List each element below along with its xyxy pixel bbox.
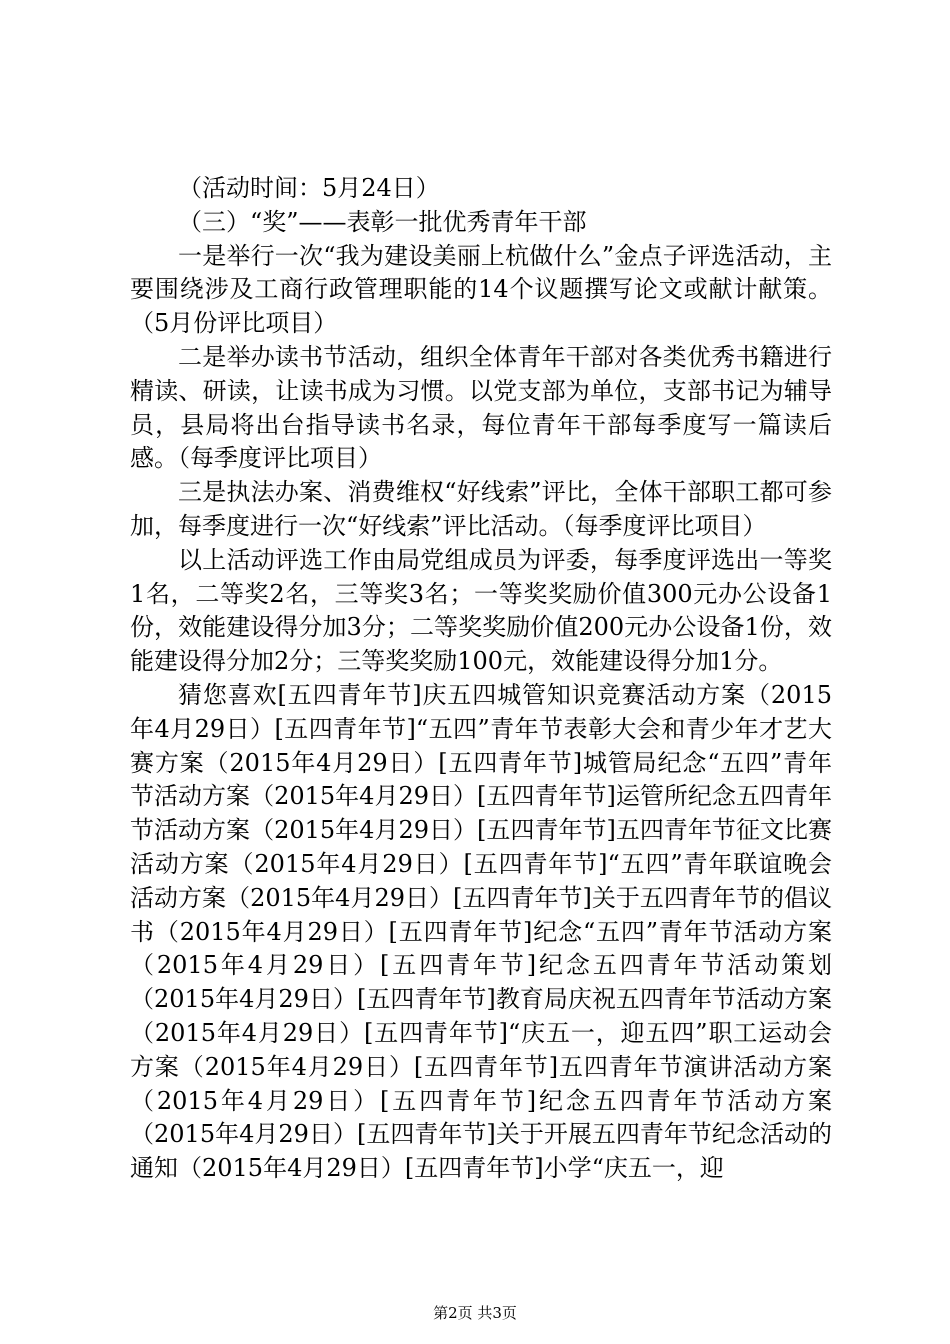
paragraph-activity-time: （活动时间：5月24日）: [178, 174, 440, 202]
paragraph-item-two: 二是举办读书节活动，组织全体青年干部对各类优秀书籍进行精读、研读，让读书成为习惯。以党支部为单位，支部书记为辅导员，县局将出台指导读书名录，每位青年干部每季度写一篇读后感。（每季度评比项目）: [130, 342, 832, 473]
paragraph-related-links: 猜您喜欢[五四青年节]庆五四城管知识竞赛活动方案（2015年4月29日）[五四青年节]“五四”青年节表彰大会和青少年才艺大赛方案（2015年4月29日）[五四青年节]城管局纪念“五四”青年节活动方案（2015年4月29日）[五四青年节]运管所纪念五四青年节活动方案（2015年4月29日）[五四青年节]五四青年节征文比赛活动方案（2015年4月29日）[五四青年节]“五四”青年联谊晚会活动方案（2015年4月29日）[五四青年节]关于五四青年节的倡议书（2015年4月29日）[五四青年节]纪念“五四”青年节活动方案（2015年4月29日）[五四青年节]纪念五四青年节活动策划（2015年4月29日）[五四青年节]教育局庆祝五四青年节活动方案（2015年4月29日）[五四青年节]“庆五一，迎五四”职工运动会方案（2015年4月29日）[五四青年节]五四青年节演讲活动方案（2015年4月29日）[五四青年节]纪念五四青年节活动方案（2015年4月29日）[五四青年节]关于开展五四青年节纪念活动的通知（2015年4月29日）[五四青年节]小学“庆五一，迎: [130, 680, 832, 1183]
document-body: [130, 172, 832, 1186]
page-footer: 第2页 共3页: [433, 1304, 517, 1322]
paragraph-award-rules: 以上活动评选工作由局党组成员为评委，每季度评选出一等奖1名，二等奖2名，三等奖3名；一等奖奖励价值300元办公设备1份，效能建设得分加3分；二等奖奖励价值200元办公设备1份，效能建设得分加2分；三等奖奖励100元，效能建设得分加1分。: [130, 545, 832, 676]
paragraph-item-three: 三是执法办案、消费维权“好线索”评比，全体干部职工都可参加，每季度进行一次“好线索”评比活动。（每季度评比项目）: [130, 478, 832, 540]
paragraph-item-one: 一是举行一次“我为建设美丽上杭做什么”金点子评选活动，主要围绕涉及工商行政管理职能的14个议题撰写论文或献计献策。（5月份评比项目）: [130, 241, 832, 338]
section-heading-award: （三）“奖”——表彰一批优秀青年干部: [178, 207, 587, 236]
